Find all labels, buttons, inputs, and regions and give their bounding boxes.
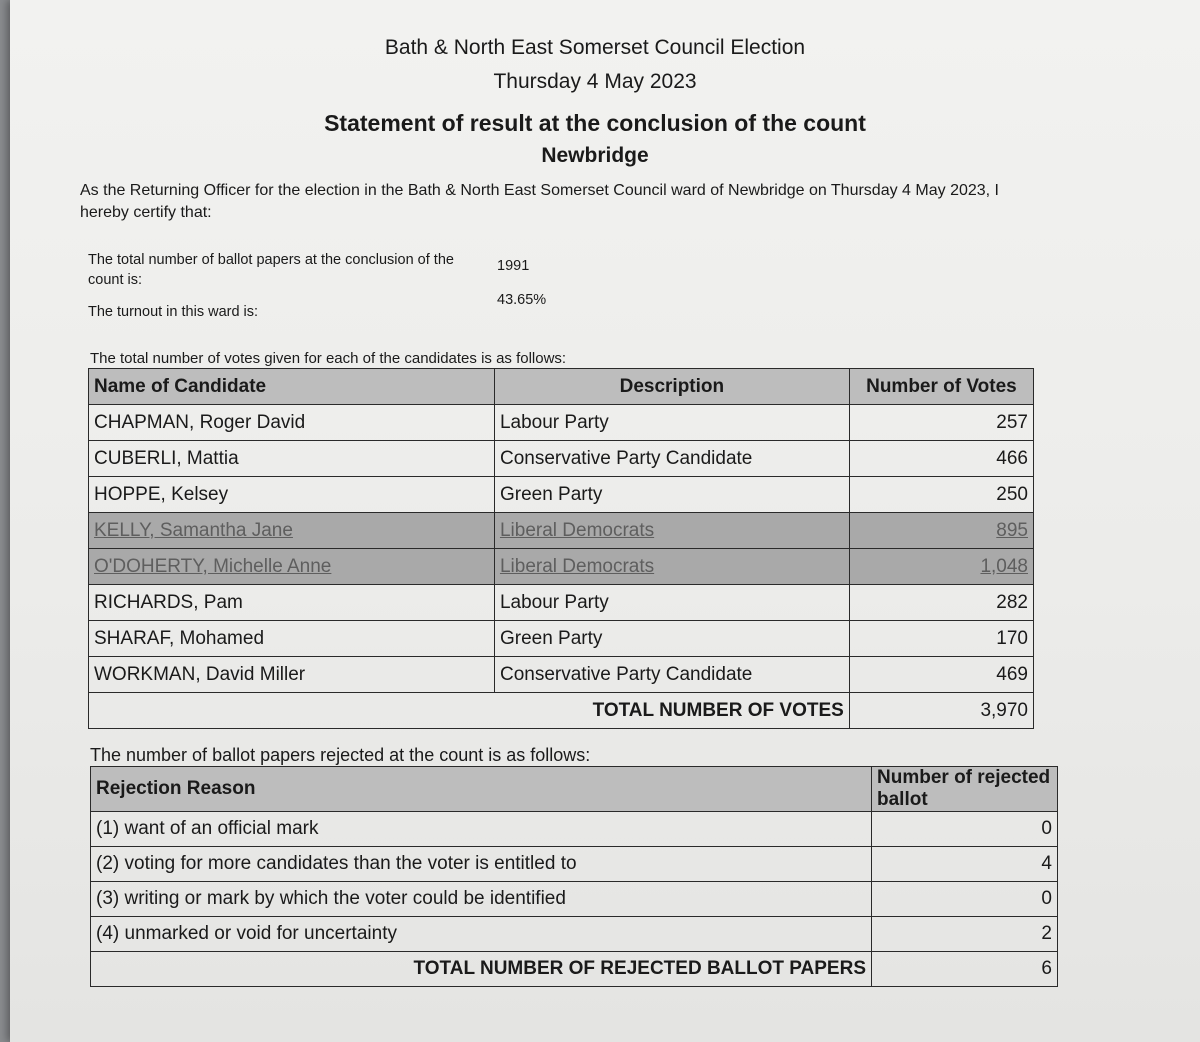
candidate-row-elected: [89, 513, 1034, 549]
candidate-description: Labour Party: [494, 585, 849, 621]
candidate-name: WORKMAN, David Miller: [89, 657, 495, 693]
candidate-votes: 1,048: [849, 549, 1033, 585]
rejection-row: [91, 917, 1058, 952]
rejection-count: 0: [872, 812, 1058, 847]
candidate-row: [89, 585, 1034, 621]
votes-total-row: [89, 693, 1034, 729]
candidate-description: Conservative Party Candidate: [494, 441, 849, 477]
col-header-votes: Number of Votes: [849, 369, 1033, 405]
total-votes-value: 3,970: [849, 693, 1033, 729]
candidate-description: Green Party: [494, 477, 849, 513]
rejected-total-row: [91, 952, 1058, 987]
candidate-name: SHARAF, Mohamed: [89, 621, 495, 657]
candidate-row: [89, 477, 1034, 513]
candidate-description: Liberal Democrats: [494, 549, 849, 585]
ward-name: Newbridge: [541, 144, 649, 167]
candidate-name: RICHARDS, Pam: [89, 585, 495, 621]
candidate-name: CUBERLI, Mattia: [89, 441, 495, 477]
ballot-papers-value: 1991: [497, 258, 530, 274]
candidate-name: KELLY, Samantha Jane: [89, 513, 495, 549]
rejection-count: 4: [872, 847, 1058, 882]
rejection-row: [91, 812, 1058, 847]
candidate-description: Green Party: [494, 621, 849, 657]
page-title: Statement of result at the conclusion of the count: [324, 110, 866, 136]
col-header-name: Name of Candidate: [89, 369, 495, 405]
candidate-votes: 170: [849, 621, 1033, 657]
candidate-name: O'DOHERTY, Michelle Anne: [89, 549, 495, 585]
col-header-rejected: Number of rejected ballot: [872, 767, 1058, 812]
rejection-reason: (2) voting for more candidates than the voter is entitled to: [91, 847, 872, 882]
candidate-name: CHAPMAN, Roger David: [89, 405, 495, 441]
rejection-reason: (1) want of an official mark: [91, 812, 872, 847]
candidate-votes: 469: [849, 657, 1033, 693]
rejection-count: 0: [872, 882, 1058, 917]
col-header-reason: Rejection Reason: [91, 767, 872, 812]
candidate-description: Conservative Party Candidate: [494, 657, 849, 693]
total-votes-label: TOTAL NUMBER OF VOTES: [89, 693, 850, 729]
rejection-row: [91, 882, 1058, 917]
col-header-description: Description: [494, 369, 849, 405]
total-rejected-label: TOTAL NUMBER OF REJECTED BALLOT PAPERS: [91, 952, 872, 987]
candidate-description: Liberal Democrats: [494, 513, 849, 549]
candidate-description: Labour Party: [494, 405, 849, 441]
certification-text: As the Returning Officer for the election in the Bath & North East Somerset Council ward of Newbridge on Thursday 4 May 2023, I hereby certify that:: [80, 182, 999, 221]
candidate-name: HOPPE, Kelsey: [89, 477, 495, 513]
election-name: Bath & North East Somerset Council Election: [384, 36, 806, 59]
candidate-row: [89, 621, 1034, 657]
rejected-caption: The number of ballot papers rejected at the count is as follows:: [90, 745, 591, 765]
candidate-row: [89, 657, 1034, 693]
total-rejected-value: 6: [872, 952, 1058, 987]
rejection-count: 2: [872, 917, 1058, 952]
rejection-row: [91, 847, 1058, 882]
rejection-reason: (4) unmarked or void for uncertainty: [91, 917, 872, 952]
candidate-votes: 257: [849, 405, 1033, 441]
election-date: Thursday 4 May 2023: [493, 70, 697, 93]
candidate-votes: 895: [849, 513, 1033, 549]
votes-table: [88, 368, 1034, 729]
rejection-reason: (3) writing or mark by which the voter could be identified: [91, 882, 872, 917]
turnout-value: 43.65%: [497, 292, 547, 308]
candidate-row: [89, 405, 1034, 441]
turnout-label: The turnout in this ward is:: [88, 304, 259, 320]
candidate-row: [89, 441, 1034, 477]
candidate-votes: 282: [849, 585, 1033, 621]
candidate-votes: 250: [849, 477, 1033, 513]
ballot-papers-label: The total number of ballot papers at the conclusion of the count is:: [88, 252, 454, 288]
candidate-votes: 466: [849, 441, 1033, 477]
candidate-row-elected: [89, 549, 1034, 585]
rejected-table: [90, 766, 1058, 987]
votes-caption: The total number of votes given for each of the candidates is as follows:: [90, 350, 567, 367]
